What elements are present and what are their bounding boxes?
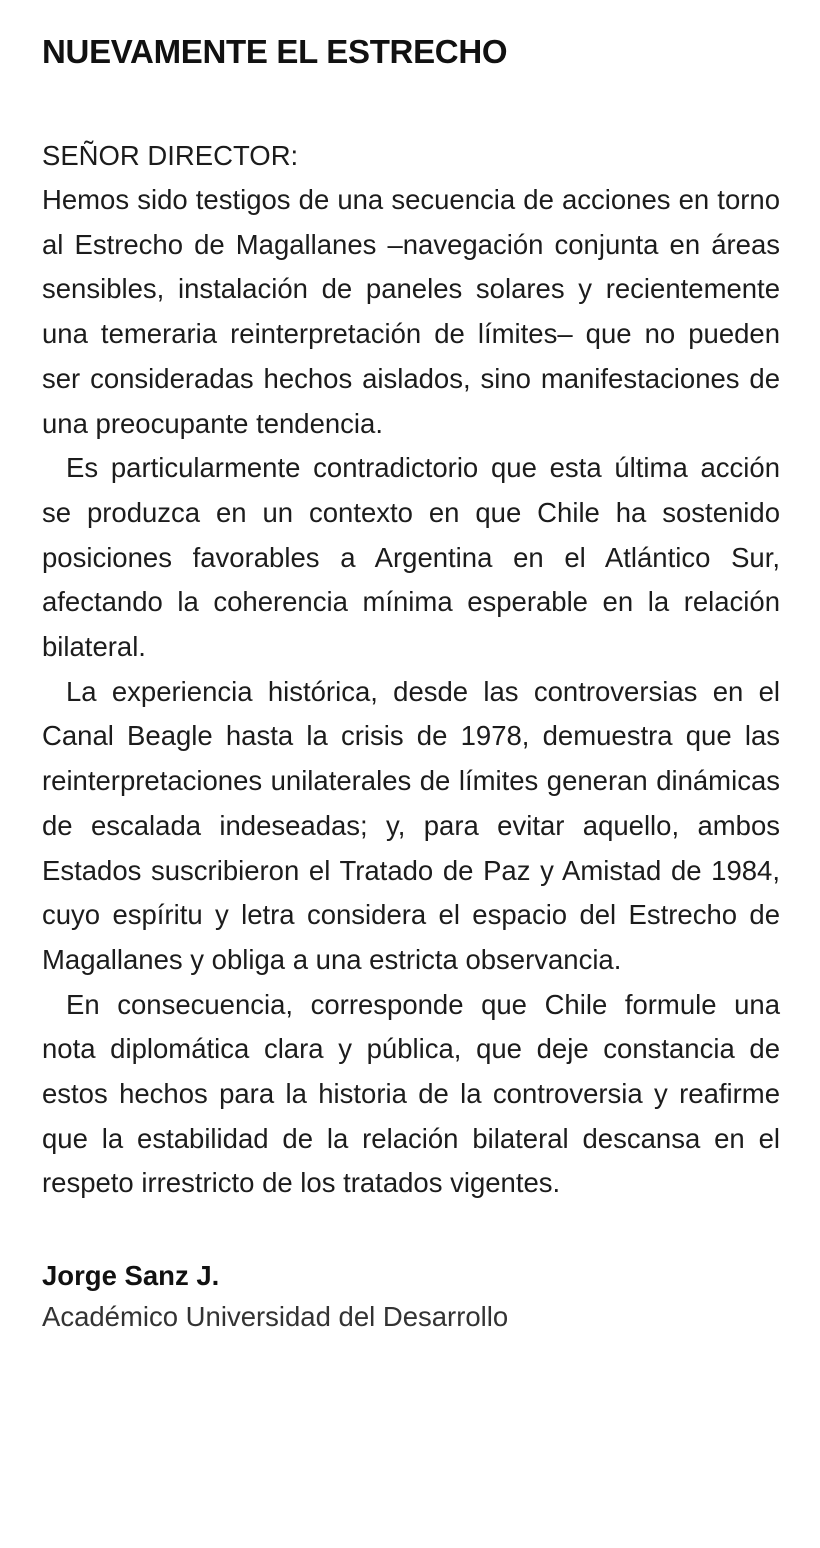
body-paragraph-4: En consecuencia, corresponde que Chile formule una nota diplomática clara y pública, que deje constancia de estos hechos para la historia de la controversia y reafirme que la estabilidad de la relación bilateral descansa en el respeto irrestricto de los tratados vigentes. — [42, 988, 780, 1199]
signature-block — [42, 1256, 780, 1338]
author-name: Jorge Sanz J. — [42, 1260, 220, 1292]
body-paragraph-1: Hemos sido testigos de una secuencia de acciones en torno al Estrecho de Magallanes –navegación conjunta en áreas sensibles, instalación de paneles solares y recientemente una temeraria reinterpretación de límites– que no pueden ser consideradas hechos aislados, sino manifestaciones de una preocupante tendencia. — [42, 184, 780, 439]
author-title: Académico Universidad del Desarrollo — [42, 1301, 509, 1333]
body-paragraph-3: La experiencia histórica, desde las controversias en el Canal Beagle hasta la crisis de 1978, demuestra que las reinterpretaciones unilaterales de límites generan dinámicas de escalada indeseadas; y, para evitar aquello, ambos Estados suscribieron el Tratado de Paz y Amistad de 1984, cuyo espíritu y letra considera el espacio del Estrecho de Magallanes y obliga a una estricta observancia. — [42, 675, 780, 975]
salutation: SEÑOR DIRECTOR: — [42, 140, 299, 171]
headline: NUEVAMENTE EL ESTRECHO — [42, 33, 508, 70]
body-paragraph-2: Es particularmente contradictorio que esta última acción se produzca en un contexto en que Chile ha sostenido posiciones favorables a Argentina en el Atlántico Sur, afectando la coherencia mínima esperable en la relación bilateral. — [42, 452, 780, 663]
